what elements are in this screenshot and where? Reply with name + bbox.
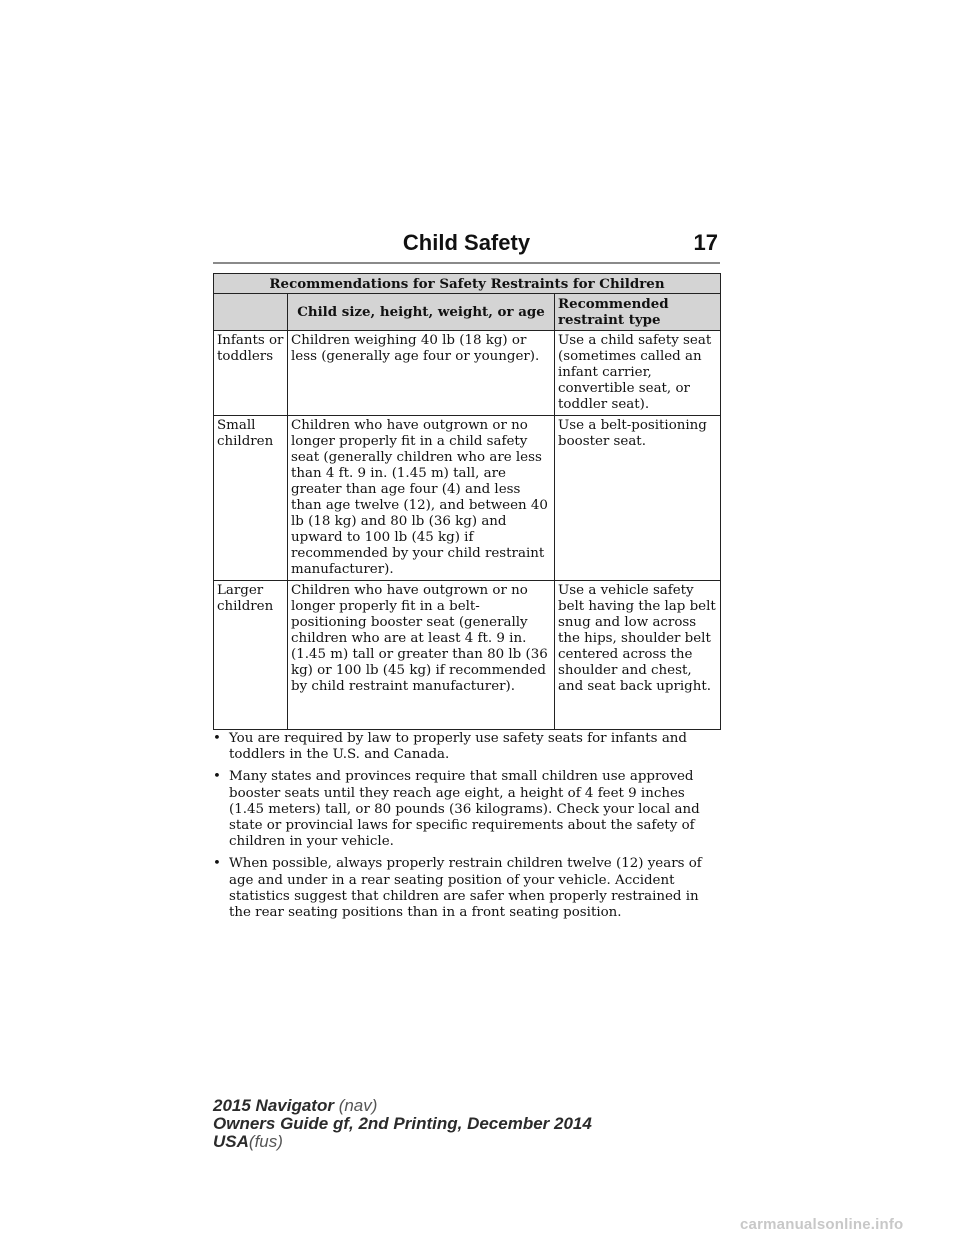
bullet-text: Many states and provinces require that small children use approved booster seats until they reach age eight, a height of 4 feet 9 inches (1.45 meters) tall, or 80 pounds (36 kilograms). Check your local and state or provincial laws for specific requirements about the safety of children in your vehicle. [229,769,700,850]
bullet-text: When possible, always properly restrain children twelve (12) years of age and under in a rear seating position of your vehicle. Accident statistics suggest that children are safer when properly restrained in the rear seating positions than in a front seating position. [229,856,702,921]
table-caption-row [214,274,721,294]
footer-line-model [213,1097,592,1115]
row-restraint: Use a belt-positioning booster seat. [555,416,721,581]
column-header-size: Child size, height, weight, or age [288,294,555,331]
footer-model-code: (nav) [338,1096,378,1115]
footer-market-code: (fus) [248,1132,283,1151]
footer-market: USA [213,1132,249,1151]
footer-line-market [213,1133,592,1151]
table-row [214,416,721,581]
column-header-restraint: Recommended restraint type [555,294,721,331]
bullet-text: You are required by law to properly use safety seats for infants and toddlers in the U.S. and Canada. [229,731,687,763]
bullet-icon: • [213,856,221,872]
row-category: Small children [214,416,288,581]
footer-model: 2015 Navigator [213,1096,334,1115]
row-restraint: Use a vehicle safety belt having the lap belt snug and low across the hips, shoulder belt centered across the shoulder and chest, and seat back upright. [555,581,721,730]
row-category: Larger children [214,581,288,730]
row-size: Children who have outgrown or no longer properly fit in a child safety seat (generally children who are less than 4 ft. 9 in. (1.45 m) tall, are greater than age four (4) and less than age twelve (12), and between 40 lb (18 kg) and 80 lb (36 kg) and upward to 100 lb (45 kg) if recommended by your child restraint manufacturer). [288,416,555,581]
watermark: carmanualsonline.info [740,1216,904,1233]
restraints-table [213,273,721,730]
row-size: Children weighing 40 lb (18 kg) or less (generally age four or younger). [288,331,555,416]
page-header [213,228,720,264]
bullet-list [213,731,720,927]
section-title: Child Safety [402,230,531,255]
bullet-icon: • [213,731,221,746]
bullet-icon: • [213,769,221,785]
list-item [213,731,720,763]
footer-guide: Owners Guide gf, 2nd Printing, December 2014 [213,1114,592,1133]
footer-line-guide [213,1115,592,1133]
table-caption: Recommendations for Safety Restraints for Children [214,274,721,294]
table-row [214,331,721,416]
row-category: Infants or toddlers [214,331,288,416]
list-item [213,856,720,921]
row-size: Children who have outgrown or no longer properly fit in a belt-positioning booster seat (generally children who are at least 4 ft. 9 in. (1.45 m) tall or greater than 80 lb (36 kg) or 100 lb (45 kg) if recommended by child restraint manufacturer). [288,581,555,730]
page-number: 17 [693,230,718,255]
row-restraint: Use a child safety seat (sometimes called an infant carrier, convertible seat, or toddler seat). [555,331,721,416]
table-row [214,581,721,730]
list-item [213,769,720,850]
restraints-table-wrapper [213,273,720,730]
document-footer [213,1097,592,1151]
column-header-category [214,294,288,331]
table-header-row [214,294,721,331]
